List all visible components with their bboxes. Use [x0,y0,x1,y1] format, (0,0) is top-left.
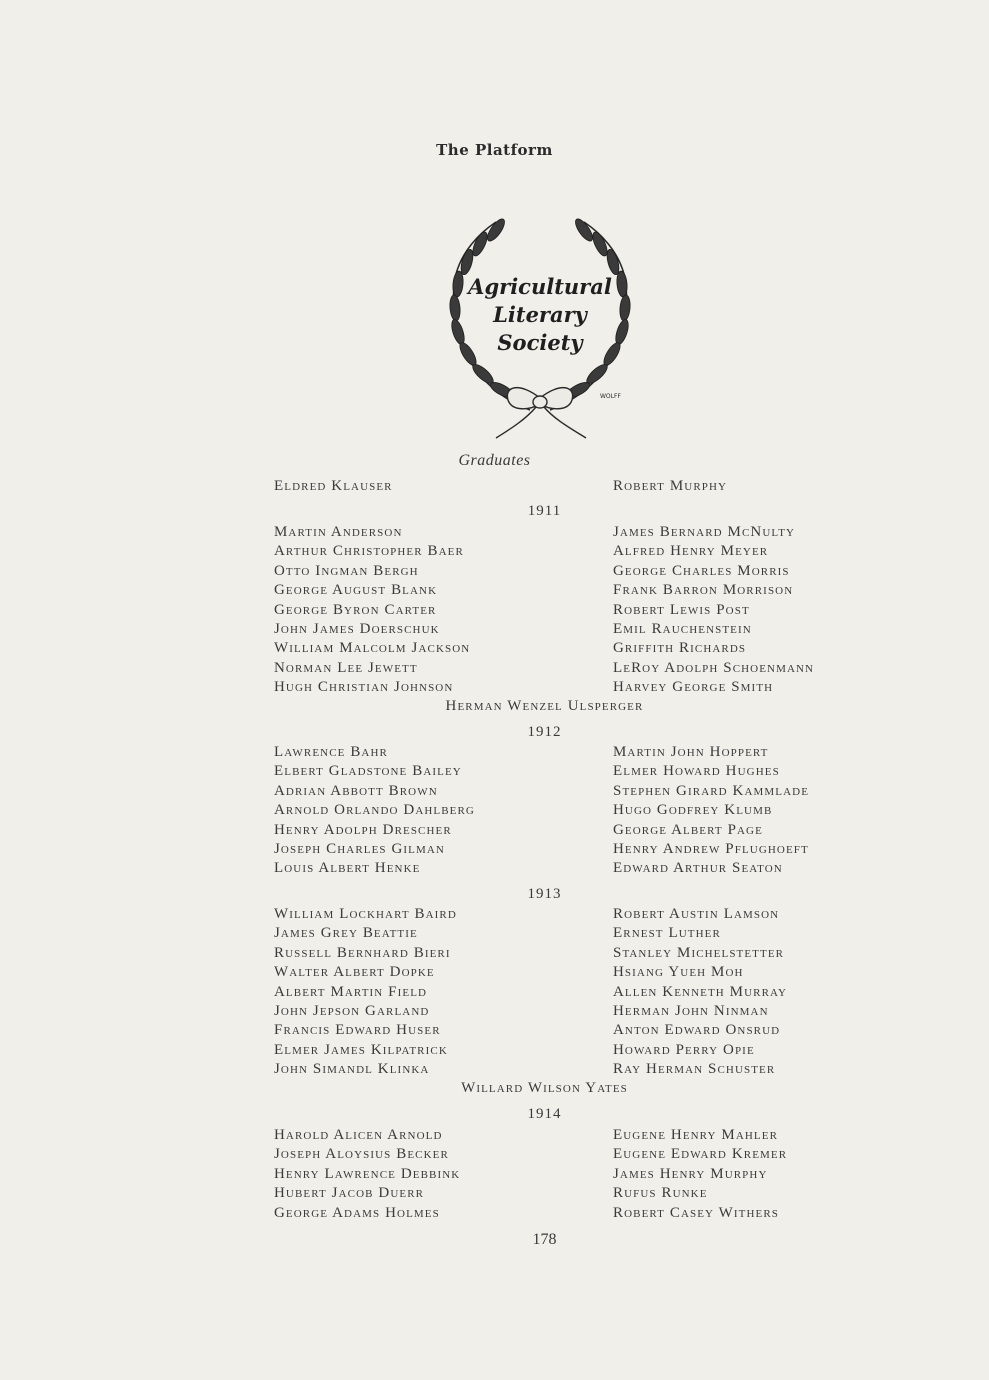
graduate-name: Anton Edward Onsrud [613,1022,781,1039]
graduate-name: James Bernard McNulty [613,524,796,540]
graduate-name: Eldred Klauser [274,478,393,494]
graduate-name: George Byron Carter [274,601,437,618]
graduate-name: Ray Herman Schuster [613,1061,776,1078]
graduate-name: William Lockhart Baird [274,906,457,922]
group-0-left-column [274,477,393,496]
graduate-name: John Simandl Klinka [274,1061,430,1078]
graduate-name: Martin John Hoppert [613,744,769,760]
graduate-name: Howard Perry Opie [613,1041,755,1058]
class-year-heading: 1913 [527,886,562,902]
group-1911-right-column [613,523,814,698]
graduate-name: Otto Ingman Bergh [274,562,419,579]
graduate-name: Adrian Abbott Brown [274,782,438,799]
graduate-name: Francis Edward Huser [274,1022,441,1039]
group-1912-right-column [613,743,809,879]
graduate-name: Robert Austin Lamson [613,906,780,922]
graduate-name: Hugo Godfrey Klumb [613,802,773,819]
graduate-name: Eugene Henry Mahler [613,1127,779,1143]
graduate-name: Harold Alicen Arnold [274,1127,443,1143]
group-0-right-column [613,477,727,496]
graduate-name: James Grey Beattie [274,925,418,942]
graduate-name: Joseph Charles Gilman [274,840,445,857]
artist-signature: WOLFF [600,393,621,400]
graduate-name: George August Blank [274,582,438,599]
graduate-name: George Albert Page [613,821,763,838]
page-number: 178 [532,1231,557,1248]
graduate-name: Albert Martin Field [274,983,428,1000]
emblem-line-2: Literary [493,302,587,327]
graduate-name: Robert Casey Withers [613,1204,780,1221]
group-1914-right-column [613,1126,787,1223]
class-year-heading: 1912 [527,724,562,740]
graduate-name: Stanley Michelstetter [613,944,785,961]
graduate-name-centered: Willard Wilson Yates [461,1080,628,1096]
graduate-name: Elmer Howard Hughes [613,763,780,780]
graduate-name: Herman John Ninman [613,1002,769,1019]
emblem-line-1: Agricultural [468,274,612,299]
graduate-name: John Jepson Garland [274,1002,430,1019]
running-title: The Platform [436,141,553,159]
group-1913-left-column [274,905,457,1080]
graduate-name: Rufus Runke [613,1185,708,1202]
graduate-name: Henry Lawrence Debbink [274,1165,461,1182]
graduate-name: Walter Albert Dopke [274,964,435,981]
graduate-name: Robert Murphy [613,478,728,494]
graduate-name: Russell Bernhard Bieri [274,944,451,961]
graduate-name: Henry Andrew Pflughoeft [613,840,809,857]
graduate-name: Emil Rauchenstein [613,620,752,637]
graduate-name: Elmer James Kilpatrick [274,1041,448,1058]
graduate-name: Arnold Orlando Dahlberg [274,802,475,819]
graduate-name: George Charles Morris [613,562,790,579]
group-1914-left-column [274,1126,460,1223]
graduate-name: Alfred Henry Meyer [613,543,769,560]
graduate-name: Norman Lee Jewett [274,659,418,676]
graduate-name: Arthur Christopher Baer [274,543,464,560]
graduate-name: Henry Adolph Drescher [274,821,452,838]
graduate-name: Griffith Richards [613,640,747,657]
graduate-name: Lawrence Bahr [274,744,388,760]
graduate-name: Allen Kenneth Murray [613,983,788,1000]
emblem-line-3: Society [497,330,583,355]
graduate-name: Hsiang Yueh Moh [613,964,744,981]
section-label: Graduates [458,452,531,469]
graduate-name: Edward Arthur Seaton [613,860,783,877]
graduate-name: LeRoy Adolph Schoenmann [613,659,815,676]
graduate-name: Ernest Luther [613,925,721,942]
graduate-name: Louis Albert Henke [274,860,421,877]
graduate-name: Robert Lewis Post [613,601,750,618]
graduate-name: Eugene Edward Kremer [613,1146,788,1163]
graduate-name: William Malcolm Jackson [274,640,471,657]
graduate-name: George Adams Holmes [274,1204,440,1221]
graduate-name: Hubert Jacob Duerr [274,1185,425,1202]
society-wreath-emblem [434,214,646,442]
graduate-name: Hugh Christian Johnson [274,679,454,696]
graduate-name: Harvey George Smith [613,679,774,696]
graduate-name: Elbert Gladstone Bailey [274,763,462,780]
graduate-name: Stephen Girard Kammlade [613,782,810,799]
class-year-heading: 1911 [527,503,562,519]
graduate-name: Martin Anderson [274,524,403,540]
group-1911-left-column [274,523,470,698]
graduate-name-centered: Herman Wenzel Ulsperger [445,698,644,714]
group-1912-left-column [274,743,475,879]
graduate-name: John James Doerschuk [274,620,440,637]
graduate-name: Joseph Aloysius Becker [274,1146,449,1163]
graduate-name: James Henry Murphy [613,1165,768,1182]
graduate-name: Frank Barron Morrison [613,582,794,599]
class-year-heading: 1914 [527,1106,562,1122]
group-1913-right-column [613,905,787,1080]
